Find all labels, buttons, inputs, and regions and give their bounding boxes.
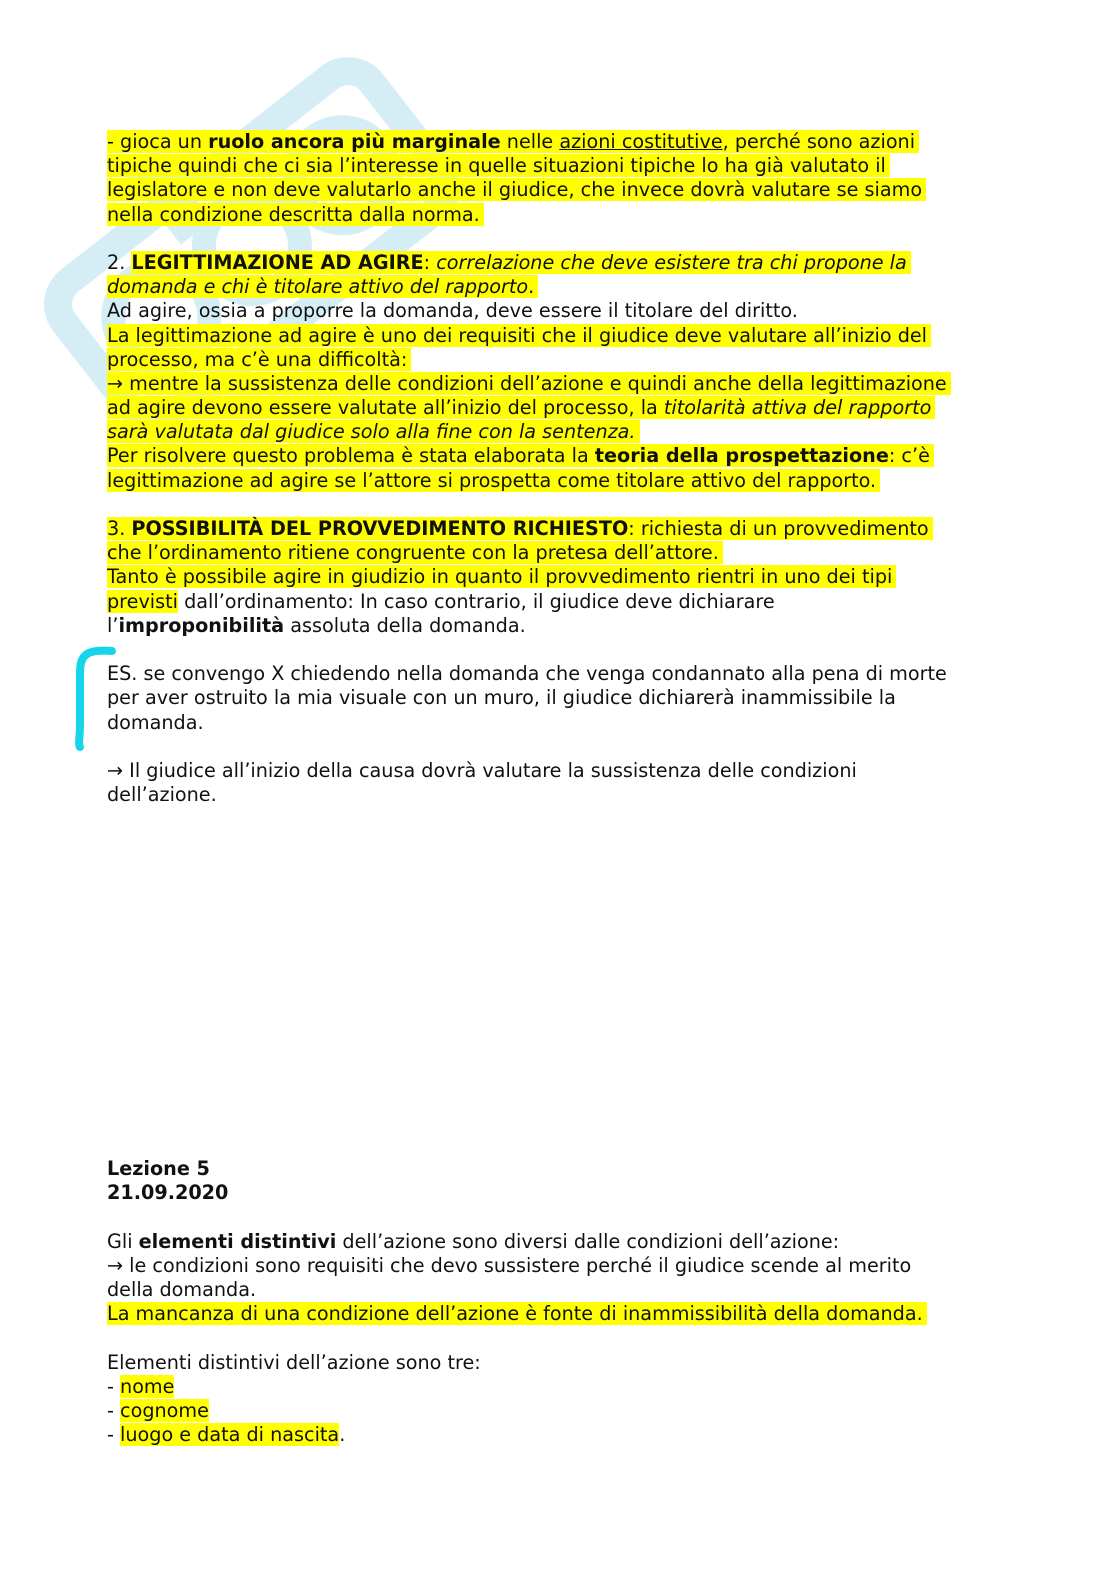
p4-line-4: La mancanza di una condizione dell’azione è fonte di inammissibilità della domanda. — [107, 1302, 1017, 1326]
p3-line-4: previsti dall’ordinamento: In caso contrario, il giudice deve dichiarare — [107, 589, 775, 613]
document-body — [107, 130, 1017, 1448]
p2-line-2: domanda e chi è titolare attivo del rapporto. — [107, 275, 1017, 299]
note-line-1: → Il giudice all’inizio della causa dovrà valutare la sussistenza delle condizioni — [107, 758, 857, 782]
p5-intro: Elementi distintivi dell’azione sono tre: — [107, 1350, 481, 1374]
p1-line-4: nella condizione descritta dalla norma. — [107, 203, 1017, 227]
list-item: - luogo e data di nascita. — [107, 1423, 346, 1447]
list-item: - nome — [107, 1374, 175, 1398]
p2-line-3: Ad agire, ossia a proporre la domanda, deve essere il titolare del diritto. — [107, 299, 798, 323]
p2-line-4: La legittimazione ad agire è uno dei requisiti che il giudice deve valutare all’inizio del — [107, 324, 1017, 348]
p3-line-2: che l’ordinamento ritiene congruente con la pretesa dell’attore. — [107, 541, 1017, 565]
emphasis-ruolo-marginale: ruolo ancora più marginale — [208, 130, 501, 153]
p4-line-2: → le condizioni sono requisiti che devo sussistere perché il giudice scende al merito — [107, 1254, 912, 1277]
p2-line-10: legittimazione ad agire se l’attore si prospetta come titolare attivo del rapporto. — [107, 469, 1017, 493]
p2-line-7: ad agire devono essere valutate all’inizio del processo, la titolarità attiva del rapporto — [107, 396, 1017, 420]
example-line-3: domanda. — [107, 710, 204, 734]
p2-line-6: → mentre la sussistenza delle condizioni dell’azione e quindi anche della legittimazione — [107, 372, 1017, 396]
heading-legittimazione: LEGITTIMAZIONE AD AGIRE — [131, 250, 424, 274]
heading-possibilita: POSSIBILITÀ DEL PROVVEDIMENTO RICHIESTO — [131, 517, 629, 540]
p4-line-1: Gli elementi distintivi dell’azione sono diversi dalle condizioni dell’azione: — [107, 1229, 840, 1253]
p2-line-5: processo, ma c’è una difficoltà: — [107, 348, 1017, 372]
emphasis-improponibilita: improponibilità — [118, 613, 285, 637]
emphasis-elementi-distintivi: elementi distintivi — [138, 1229, 337, 1253]
example-line-2: per aver ostruito la mia visuale con un muro, il giudice dichiarerà inammissibile la — [107, 686, 896, 710]
note-line-2: dell’azione. — [107, 783, 217, 807]
p1-line-1: - gioca un ruolo ancora più marginale nelle azioni costitutive, perché sono azioni — [107, 130, 1017, 154]
p1-line-2: tipiche quindi che ci sia l’interesse in quelle situazioni tipiche lo ha già valutato il — [107, 154, 1017, 178]
lesson-title: Lezione 5 — [107, 1157, 210, 1181]
p4-line-3: della domanda. — [107, 1278, 257, 1302]
p3-line-3: Tanto è possibile agire in giudizio in quanto il provvedimento rientri in uno dei tipi — [107, 565, 1017, 589]
emphasis-teoria-prospettazione: teoria della prospettazione — [594, 444, 889, 468]
p3-line-5: l’improponibilità assoluta della domanda. — [107, 613, 526, 637]
p2-line-9: Per risolvere questo problema è stata elaborata la teoria della prospettazione: c’è — [107, 444, 1017, 468]
underlined-azioni-costitutive: azioni costitutive — [559, 130, 723, 153]
lesson-date: 21.09.2020 — [107, 1181, 229, 1205]
example-line-1: ES. se convengo X chiedendo nella domanda che venga condannato alla pena di morte — [107, 662, 947, 686]
p3-line-1: 3. POSSIBILITÀ DEL PROVVEDIMENTO RICHIESTO: richiesta di un provvedimento — [107, 517, 1017, 541]
p1-line-3: legislatore e non deve valutarlo anche il giudice, che invece dovrà valutare se siamo — [107, 178, 1017, 202]
p2-line-8: sarà valutata dal giudice solo alla fine con la sentenza. — [107, 420, 1017, 444]
list-item: - cognome — [107, 1399, 209, 1423]
p2-line-1: 2. LEGITTIMAZIONE AD AGIRE: correlazione che deve esistere tra chi propone la — [107, 251, 1017, 275]
